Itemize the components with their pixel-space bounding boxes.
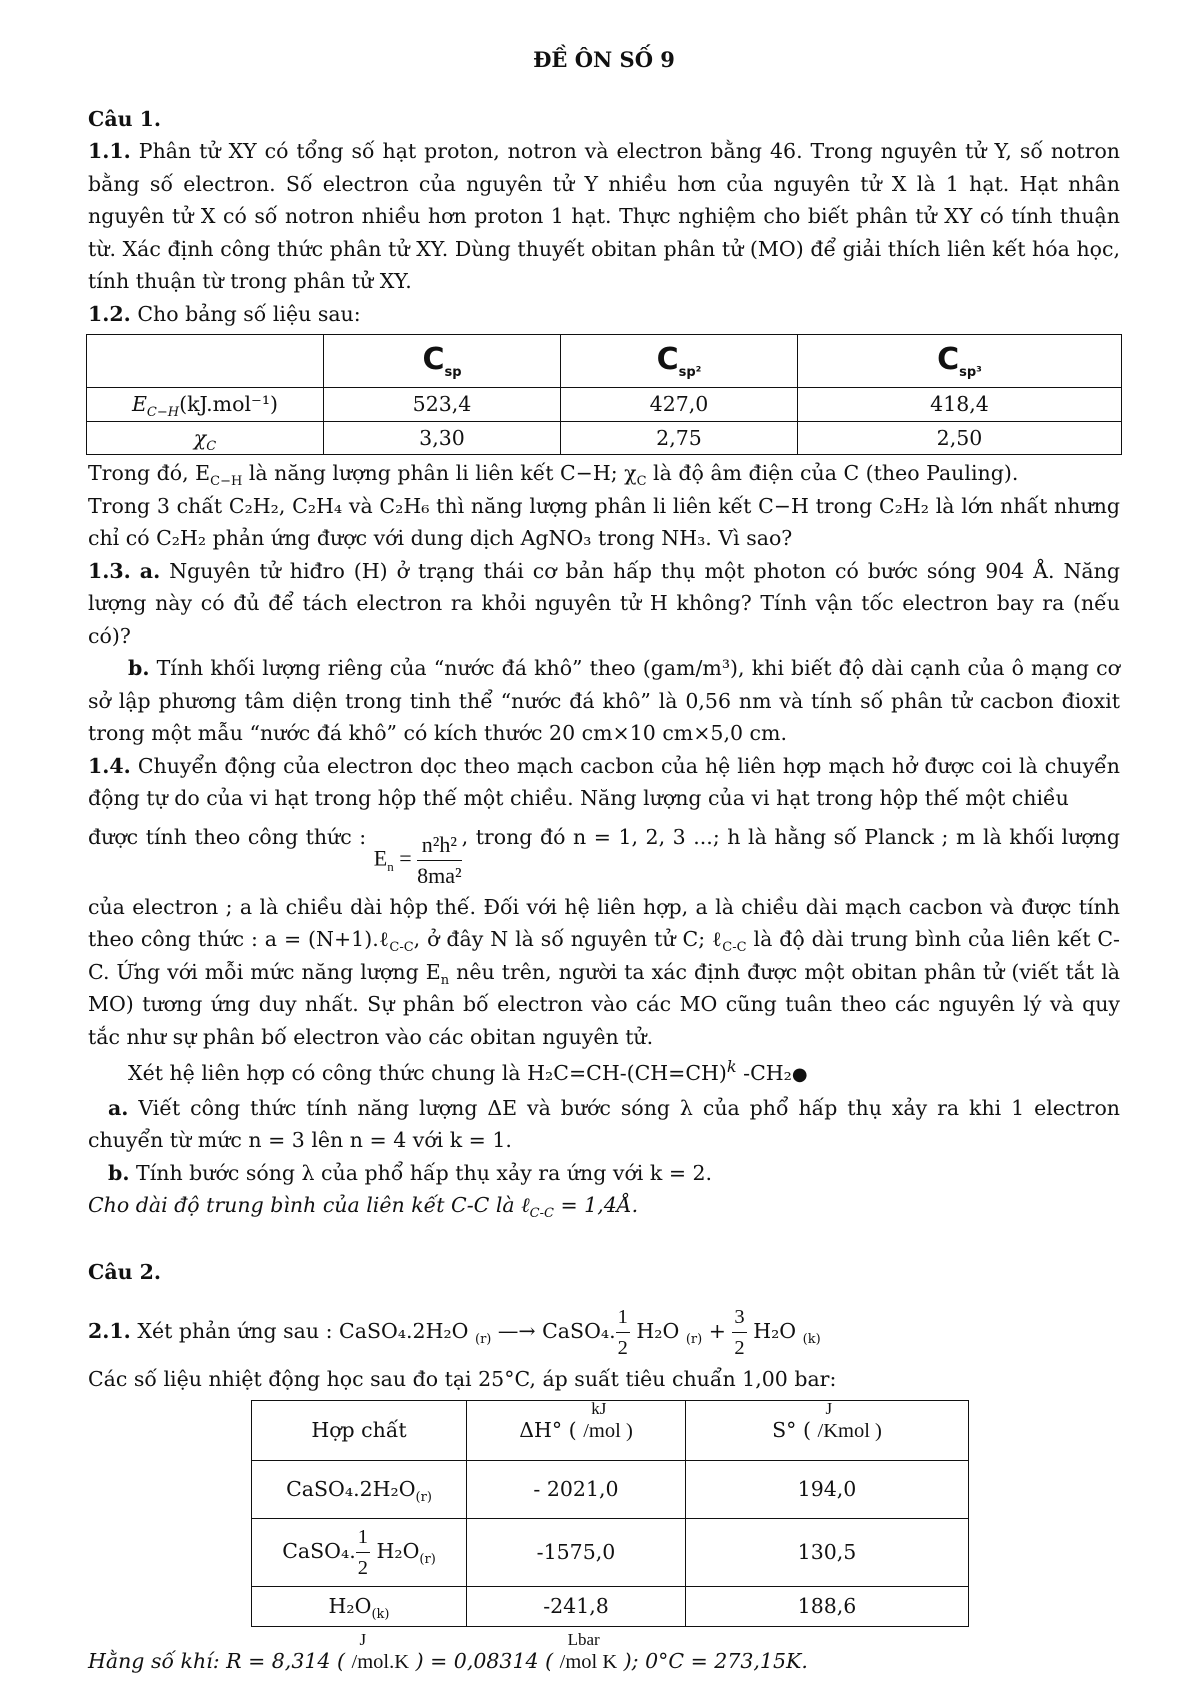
paragraph-1-2 [88,298,1120,331]
table-cell: 523,4 [324,388,561,422]
page-title: ĐỀ ÔN SỐ 9 [533,47,675,72]
arrow-icon: —→ [497,1319,536,1344]
header-entropy: S° ( J /Kmol ) [686,1400,969,1460]
table-cell: 3,30 [324,421,561,455]
header-csp2: $C_{sp^2}$ [561,335,798,388]
table-row [252,1586,969,1626]
given-bond-length: Cho dài độ trung bình của liên kết C-C là ℓ$_{C-C}$ = 1,4Å. [88,1193,639,1222]
table-row [87,388,1122,422]
table-note: Trong đó, $E_{C-H}$ là năng lượng phân li liên kết C−H; $\chi_C$ là độ âm điện của C (theo Pauling). [88,461,1019,490]
conditions: Các số liệu nhiệt động học sau đo tại 25°C, áp suất tiêu chuẩn 1,00 bar: [88,1367,837,1392]
table-row [252,1400,969,1460]
table-row [87,421,1122,455]
question-1-heading: Câu 1. [88,106,162,131]
table-row [252,1460,969,1518]
row-label-chi: $\chi_C$ [87,421,324,455]
header-compound: Hợp chất [252,1400,467,1460]
table-cell: $CaSO_4.2H_2O_{(r)}$ [252,1460,467,1518]
table-thermo [251,1400,969,1627]
table-cell: 188,6 [686,1586,969,1626]
paragraph-1-3a: 1.3. a. Nguyên tử hiđro (H) ở trạng thái cơ bản hấp thụ một photon có bước sóng 904 Å. Năng lượng này có đủ để tách electron ra khỏi nguyên tử H không? Tính vận tốc electron bay ra (nếu có)? [88,558,1120,648]
table-cell: 2,75 [561,421,798,455]
table-cell: -1575,0 [467,1518,686,1586]
table-cell: $H_2O_{(k)}$ [252,1586,467,1626]
paragraph-1-4-formula: được tính theo công thức : $E_n$ = $\frac{\text{n²h²}}{\text{8ma²}}$ , trong đó n = 1, 2, 3 ...; h là hằng số Planck ; m là khối lượng của electron ; a là chiều dài hộp thế. Đối với hệ liên hợp, a là chiều dài mạch cacbon và được tính theo công thức : a = (N+1).ℓ$_{C-C}$, ở đây N là số nguyên tử C; ℓ$_{C-C}$ là độ dài trung bình của liên kết C-C. Ứng với mỗi mức năng lượng $E_n$ nêu trên, người ta xác định được một obitan phân tử (viết tắt là MO) tương ứng duy nhất. Sự phân bố electron vào các MO cũng tuân theo các nguyên lý và quy tắc như sự phân bố electron vào các obitan nguyên tử. [88,824,1120,1049]
row-label-energy: $E_{C-H}(kJ.mol^{-1})$ [87,388,324,422]
text-1-1: Phân tử XY có tổng số hạt proton, notron và electron bằng 46. Trong nguyên tử Y, số notron bằng số electron. Số electron của nguyên tử Y nhiều hơn của nguyên tử X là 1 hạt. Hạt nhân nguyên tử X có số notron nhiều hơn proton 1 hạt. Thực nghiệm cho biết phân tử XY có tính thuận từ. Xác định công thức phân tử XY. Dùng thuyết obitan phân tử (MO) để giải thích liên kết hóa học, tính thuận từ trong phân tử XY. [88,139,1120,293]
gas-constant: Hằng số khí: R = 8,314 ( J /mol.K ) = 0,08314 ( Lbar /mol K ); 0°C = 273,15K. [88,1629,808,1673]
label-1-2: 1.2. [88,301,131,326]
document-page [88,44,1120,1678]
table-cell: 2,50 [798,421,1122,455]
table-cell: - 2021,0 [467,1460,686,1518]
radical-dot-icon: ● [791,1064,808,1086]
table-cell: 427,0 [561,388,798,422]
table-cell: 194,0 [686,1460,969,1518]
paragraph-1-3b: b. Tính khối lượng riêng của “nước đá khô” theo (gam/m³), khi biết độ dài cạnh của ô mạng cơ sở lập phương tâm diện trong tinh thể “nước đá khô” là 0,56 nm và tính số phân tử cacbon đioxit trong một mẫu “nước đá khô” có kích thước 20 cm×10 cm×5,0 cm. [88,656,1120,745]
header-enthalpy: ΔH° ( kJ /mol ) [467,1400,686,1460]
table-cell: CaSO₄. $\frac{1}{2}$ $H_2O_{(r)}$ [252,1518,467,1586]
table-row [252,1518,969,1586]
table-cell: -241,8 [467,1586,686,1626]
paragraph-1-4a: a. Viết công thức tính năng lượng ΔE và bước sóng λ của phổ hấp thụ xảy ra khi 1 electron chuyển từ mức n = 3 lên n = 4 với k = 1. [88,1095,1120,1153]
label-1-1: 1.1. [88,139,131,163]
paragraph-1-1 [88,135,1120,298]
header-csp3: $C_{sp^3}$ [798,335,1122,388]
table-row [87,335,1122,388]
table-hybridization [86,334,1122,455]
question-1-2: Trong 3 chất C₂H₂, C₂H₄ và C₂H₆ thì năng lượng phân li liên kết C−H trong C₂H₂ là lớn nhất nhưng chỉ có C₂H₂ phản ứng được với dung dịch AgNO₃ trong NH₃. Vì sao? [88,493,1120,550]
paragraph-1-4: 1.4. Chuyển động của electron dọc theo mạch cacbon của hệ liên hợp mạch hở được coi là chuyển động tự do của vi hạt trong hộp thế một chiều. Năng lượng của vi hạt trong hộp thế một chiều [88,753,1120,810]
table-cell: 130,5 [686,1518,969,1586]
conjugated-system: Xét hệ liên hợp có công thức chung là H₂C=CH-(CH=CH)$^k$ -CH₂● [128,1057,808,1086]
energy-formula: $E_n$ = $\frac{\text{n²h²}}{\text{8ma²}}$ [373,831,462,888]
header-csp: $C_{sp}$ [324,335,561,388]
paragraph-2-1: 2.1. Xét phản ứng sau : CaSO₄.2H₂O $_{(r)}$ —→ CaSO₄. $\frac{1}{2}$ H₂O $_{(r)}$ + $\frac{3}{2}$ H₂O $_{(k)}$ [88,1302,1120,1363]
question-2-heading: Câu 2. [88,1259,162,1284]
text-1-2: Cho bảng số liệu sau: [137,301,361,326]
table-cell: 418,4 [798,388,1122,422]
paragraph-1-4b: b. Tính bước sóng λ của phổ hấp thụ xảy ra ứng với k = 2. [108,1160,713,1185]
